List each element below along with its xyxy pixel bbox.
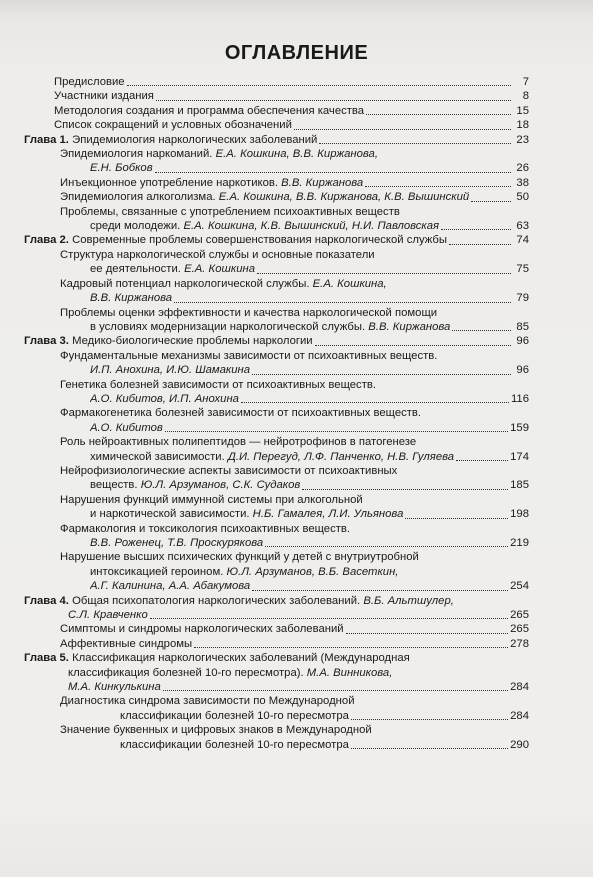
dot-leader — [471, 201, 511, 202]
toc-entry-dependence-diagnostics[interactable] — [60, 694, 529, 723]
entry-text: Участники издания — [54, 90, 154, 103]
author-names: Е.А. Кошкина, В.В. Киржанова, К.В. Вышинский — [218, 191, 470, 204]
entry-text: классификации болезней 10-го пересмотра — [120, 738, 349, 751]
dot-leader — [163, 690, 508, 691]
entry-text: Эпидемиология алкоголизма. Е.А. Кошкина, В.В. Киржанова, К.В. Вышинский — [60, 191, 470, 204]
author-names: Н.Б. Гамалея, Л.И. Ульянова — [252, 508, 404, 521]
entry-text: Методология создания и программа обеспечения качества — [54, 104, 365, 117]
page-number: 185 — [510, 479, 529, 492]
toc-chapter-3[interactable] — [24, 334, 529, 348]
toc-entry-injection-use[interactable] — [60, 176, 529, 190]
author-names: Е.А. Кошкина, В.В. Киржанова, — [215, 148, 378, 161]
entry-text: Нарушение высших психических функций у детей с внутриутробной — [60, 551, 419, 564]
dot-leader — [194, 647, 508, 648]
toc-chapter-5[interactable] — [24, 651, 529, 694]
entry-text: химической зависимости. Д.И. Перегуд, Л.Ф. Панченко, Н.В. Гуляева — [90, 450, 455, 463]
toc-entry-quality-assessment[interactable] — [60, 306, 529, 335]
entry-text: Глава 4. Общая психопатология наркологических заболеваний. В.Б. Альтшулер, — [24, 594, 454, 607]
entry-text: Нейрофизиологические аспекты зависимости от психоактивных — [60, 464, 398, 477]
dot-leader — [174, 302, 511, 303]
dot-leader — [441, 229, 511, 230]
toc-entry-staff-potential[interactable] — [60, 277, 529, 306]
page-number: 8 — [522, 90, 529, 103]
entry-text — [68, 680, 161, 694]
dot-leader — [346, 633, 509, 634]
page-title: ОГЛАВЛЕНИЕ — [224, 42, 369, 64]
entry-text: классификация болезней 10-го пересмотра). М.А. Винникова, — [68, 666, 393, 679]
author-names: В.Б. Альтшулер, — [363, 594, 454, 607]
author-names: Е.А. Кошкина, К.В. Вышинский, Н.И. Павловская — [183, 220, 440, 233]
page-number: 198 — [510, 508, 529, 521]
author-names: И.П. Анохина, И.Ю. Шамакина — [90, 364, 251, 377]
dot-leader — [351, 748, 508, 749]
page-number: 85 — [516, 320, 529, 333]
page-number: 7 — [522, 76, 529, 88]
dot-leader — [127, 85, 511, 86]
page-number: 18 — [516, 119, 529, 132]
author-names: А.Г. Калинина, А.А. Абакумова — [90, 580, 251, 593]
entry-text: Предисловие — [54, 76, 125, 88]
entry-text: Глава 2. Современные проблемы совершенствования наркологической службы — [24, 234, 447, 247]
author-names: В.В. Киржанова — [368, 320, 451, 333]
page-number: 15 — [516, 104, 529, 117]
dot-leader — [252, 590, 508, 591]
entry-text: Проблемы, связанные с употреблением психоактивных веществ — [60, 205, 400, 218]
entry-text: среди молодежи. Е.А. Кошкина, К.В. Вышинский, Н.И. Павловская — [90, 220, 440, 233]
toc-entry-youth-problems[interactable] — [60, 205, 529, 234]
toc-entry-neurotrophins[interactable] — [60, 435, 529, 464]
toc-entry-code-meaning[interactable] — [60, 723, 529, 752]
entry-text: Кадровый потенциал наркологической службы. Е.А. Кошкина, — [60, 277, 387, 290]
author-names: В.В. Киржанова — [90, 292, 173, 305]
entry-text: Структура наркологической службы и основные показатели — [60, 248, 375, 261]
entry-text: Фармакология и токсикология психоактивных веществ. — [60, 522, 351, 535]
entry-text: Проблемы оценки эффективности и качества наркологической помощи — [60, 306, 438, 319]
page-number: 23 — [516, 133, 529, 146]
entry-text — [90, 161, 153, 175]
page-number: 278 — [510, 637, 529, 650]
toc-entry-neurophysiology[interactable] — [60, 464, 529, 493]
toc-chapter-1[interactable] — [24, 133, 529, 147]
entry-text: Инъекционное употребление наркотиков. В.В. Киржанова — [60, 176, 364, 189]
page-number: 284 — [510, 681, 529, 694]
page-number: 219 — [510, 537, 529, 549]
page-number: 50 — [516, 191, 529, 204]
author-names: А.О. Кибитов — [90, 421, 163, 434]
dot-leader — [456, 460, 508, 461]
entry-text: ее деятельности. Е.А. Кошкина — [90, 263, 255, 276]
dot-leader — [319, 143, 511, 144]
entry-text: и наркотической зависимости. Н.Б. Гамалея, Л.И. Ульянова — [90, 508, 404, 521]
dot-leader — [265, 546, 508, 547]
chapter-label: Глава 2. — [24, 234, 69, 247]
entry-text: Значение буквенных и цифровых знаков в Международной — [60, 724, 372, 737]
entry-text: веществ. Ю.Л. Арзуманов, С.К. Судаков — [90, 479, 301, 492]
author-names: Д.И. Перегуд, Л.Ф. Панченко, Н.В. Гуляева — [227, 450, 455, 463]
page-number: 174 — [510, 450, 529, 463]
page-number: 116 — [510, 392, 529, 405]
toc-entry-symptoms-syndromes[interactable] — [60, 622, 529, 636]
dot-leader — [257, 273, 511, 274]
dot-leader — [315, 345, 511, 346]
chapter-label: Глава 3. — [24, 335, 69, 348]
page-number: 265 — [510, 609, 529, 622]
entry-text: Глава 1. Эпидемиология наркологических заболеваний — [24, 133, 318, 146]
author-names: Е.Н. Бобков — [90, 162, 153, 175]
dot-leader — [241, 402, 509, 403]
dot-leader — [351, 719, 508, 720]
toc-entry-methodology[interactable] — [54, 104, 529, 118]
toc-entry-affective-syndromes[interactable] — [60, 637, 529, 651]
dot-leader — [156, 100, 511, 101]
entry-text: Глава 5. Классификация наркологических заболеваний (Международная — [24, 652, 410, 665]
author-names: М.А. Кинкулькина — [68, 681, 161, 694]
page-number: 38 — [516, 176, 529, 189]
page-number: 96 — [516, 335, 529, 348]
entry-text — [90, 291, 172, 305]
bleed-through-strip — [0, 0, 593, 20]
toc-entry-participants[interactable] — [54, 89, 529, 103]
author-names: Е.А. Кошкина, — [312, 277, 387, 290]
entry-text: Аффективные синдромы — [60, 637, 193, 650]
toc-entry-preface[interactable] — [54, 75, 529, 89]
author-names: В.В. Роженец, Т.В. Проскурякова — [90, 537, 264, 549]
entry-text — [90, 579, 250, 593]
entry-text: Список сокращений и условных обозначений — [54, 119, 292, 132]
author-names: Ю.Л. Арзуманов, С.К. Судаков — [140, 479, 301, 492]
entry-text — [90, 363, 250, 377]
page-number: 63 — [516, 220, 529, 233]
entry-text: Симптомы и синдромы наркологических заболеваний — [60, 623, 344, 636]
toc-entry-immune-disorders[interactable] — [60, 493, 529, 522]
dot-leader — [302, 489, 508, 490]
chapter-label: Глава 5. — [24, 652, 69, 665]
table-of-contents — [24, 75, 529, 752]
page-number: 284 — [510, 709, 529, 722]
page-number: 74 — [516, 234, 529, 247]
toc-entry-abbreviations[interactable] — [54, 118, 529, 132]
entry-text: Роль нейроактивных полипептидов — нейротрофинов в патогенезе — [60, 436, 417, 449]
toc-entry-genetics[interactable] — [60, 378, 529, 407]
page-number: 96 — [516, 364, 529, 377]
toc-chapter-2[interactable] — [24, 233, 529, 247]
dot-leader — [405, 518, 508, 519]
toc-entry-fundamental-mechanisms[interactable] — [60, 349, 529, 378]
chapter-label: Глава 1. — [24, 133, 69, 146]
page-number: 265 — [510, 623, 529, 636]
dot-leader — [452, 330, 511, 331]
dot-leader — [294, 129, 511, 130]
dot-leader — [366, 114, 511, 115]
toc-entry-alcoholism-epidemiology[interactable] — [60, 190, 529, 204]
author-names: А.О. Кибитов, И.П. Анохина — [90, 392, 239, 405]
page-number: 79 — [516, 292, 529, 305]
toc-entry-pharmacology[interactable] — [60, 522, 529, 551]
author-names: В.В. Киржанова — [281, 176, 364, 189]
entry-text — [90, 392, 239, 406]
chapter-label: Глава 4. — [24, 594, 69, 607]
page-number: 254 — [510, 580, 529, 593]
dot-leader — [165, 431, 508, 432]
entry-text: Нарушения функций иммунной системы при алкогольной — [60, 493, 363, 506]
page-number: 159 — [510, 421, 529, 434]
author-names: Е.А. Кошкина — [184, 263, 255, 276]
author-names: С.Л. Кравченко — [68, 609, 148, 622]
entry-text: Глава 3. Медико-биологические проблемы наркологии — [24, 335, 313, 348]
dot-leader — [150, 618, 508, 619]
entry-text: Эпидемиология наркоманий. Е.А. Кошкина, В.В. Киржанова, — [60, 148, 378, 161]
toc-entry-pharmacogenetics[interactable] — [60, 406, 529, 435]
entry-text — [90, 421, 163, 435]
dot-leader — [449, 244, 511, 245]
dot-leader — [155, 172, 511, 173]
toc-entry-narcomania-epidemiology[interactable] — [60, 147, 529, 176]
toc-entry-service-structure[interactable] — [60, 248, 529, 277]
entry-text: Фундаментальные механизмы зависимости от психоактивных веществ. — [60, 349, 438, 362]
page-number: 290 — [510, 738, 529, 751]
entry-text: в условиях модернизации наркологической службы. В.В. Киржанова — [90, 320, 451, 333]
entry-text — [90, 536, 263, 550]
entry-text: интоксикацией героином. Ю.Л. Арзуманов, В.Б. Васеткин, — [90, 565, 399, 578]
entry-text: Фармакогенетика болезней зависимости от психоактивных веществ. — [60, 407, 422, 420]
entry-text — [68, 608, 148, 622]
author-names: Ю.Л. Арзуманов, В.Б. Васеткин, — [226, 565, 399, 578]
entry-text: Генетика болезней зависимости от психоактивных веществ. — [60, 378, 377, 391]
author-names: М.А. Винникова, — [306, 666, 393, 679]
entry-text: классификации болезней 10-го пересмотра — [120, 709, 349, 722]
dot-leader — [365, 186, 511, 187]
page-number: 26 — [516, 162, 529, 175]
toc-chapter-4[interactable] — [24, 594, 529, 623]
dot-leader — [252, 374, 511, 375]
page-number: 75 — [516, 263, 529, 276]
entry-text: Диагностика синдрома зависимости по Международной — [60, 695, 355, 708]
toc-entry-higher-functions[interactable] — [60, 550, 529, 593]
